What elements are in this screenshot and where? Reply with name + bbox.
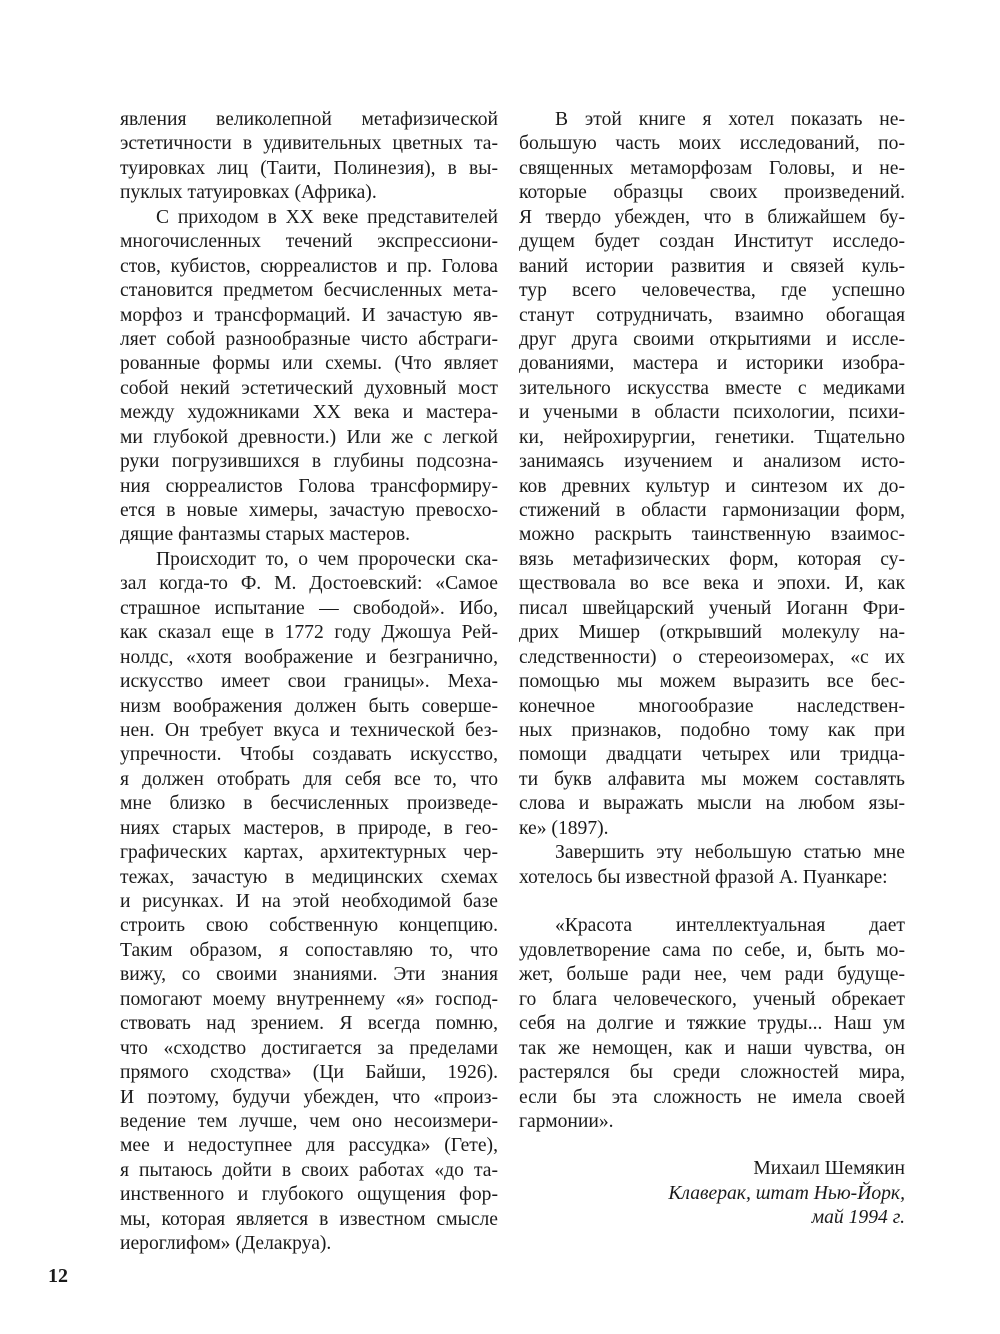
text-line: дящие фантазмы старых мастеров. (120, 524, 410, 546)
text-line: слова и выражать мысли на любом язы- (519, 793, 905, 815)
text-line: так же немощен, как и наши чувства, он (519, 1037, 905, 1059)
text-line: ществовала во все века и эпохи. И, как (519, 573, 905, 595)
paragraph (120, 548, 498, 1257)
text-line: страшное испытание — свободой». Ибо, (120, 597, 498, 619)
text-line: тежах, зачастую в медицинских схемах (120, 866, 498, 888)
text-line: ния сюрреалистов Голова трансформиру- (120, 475, 498, 497)
text-line: многочисленных течений экспрессиони- (120, 231, 498, 253)
text-line: ваний истории развития и связей куль- (519, 255, 905, 277)
text-line: становится предметом бесчисленных мета- (120, 280, 498, 302)
text-line: стижений в области гармонизации форм, (519, 500, 905, 521)
paragraph (519, 841, 905, 890)
text-line: И поэтому, будучи убежден, что «произ- (120, 1086, 498, 1108)
paragraph (519, 108, 905, 841)
text-line: гармонии». (519, 1110, 614, 1132)
text-line: эстетичности в удивительных цветных та- (120, 133, 498, 155)
text-line: я пытаюсь дойти в своих работах «до та- (120, 1159, 498, 1181)
text-line: как сказал еще в 1772 году Джошуа Рей- (120, 622, 498, 644)
page-number: 12 (48, 1265, 68, 1287)
text-line: удовлетворение сама по себе, и, быть мо- (519, 939, 905, 961)
signature-place: Клаверак, штат Нью-Йорк, (668, 1182, 905, 1204)
text-line: себя на долгие и тяжкие труды... Наш ум (519, 1013, 905, 1035)
text-line: искусство имеет свои границы». Меха- (120, 671, 498, 693)
text-line: станут сотрудничать, взаимно обогащая (519, 304, 905, 326)
text-line: помощью мы можем выразить все бес- (519, 671, 905, 693)
text-line: растерялся бы среди сложностей мира, (519, 1062, 905, 1084)
text-line: мы, которая является в известном смысле (120, 1208, 498, 1230)
paragraph (120, 206, 498, 548)
text-line: упречности. Чтобы создавать искусство, (120, 744, 498, 766)
text-line: нен. Он требует вкуса и технической без- (120, 719, 498, 741)
blank-line (519, 890, 905, 914)
left-column (120, 108, 498, 1257)
text-line: стов, кубистов, сюрреалистов и пр. Голова (120, 255, 498, 277)
text-line: Таким образом, я сопоставляю то, что (120, 939, 498, 961)
paragraph (519, 914, 905, 1134)
text-line: тур всего человечества, где успешно (519, 280, 905, 302)
signature-date: май 1994 г. (811, 1207, 905, 1228)
text-line: занимаясь изучением и анализом исто- (519, 451, 905, 473)
text-line: Происходит то, о чем пророчески ска- (156, 548, 498, 570)
text-line: го блага человеческого, ученый обрекает (519, 988, 905, 1010)
text-line: зительного искусства вместе с медиками (519, 377, 905, 399)
text-line: друг друга своими открытиями и иссле- (519, 328, 905, 350)
text-line: ствовать над зрением. Я всегда помню, (120, 1013, 498, 1035)
text-line: я должен отобрать для себя все то, что (120, 768, 498, 790)
text-line: ти букв алфавита мы можем составлять (519, 768, 905, 790)
text-line: если бы эта сложность не имела своей (519, 1086, 905, 1108)
text-line: мне близко в бесчисленных произведе- (120, 793, 498, 815)
signature-author: Михаил Шемякин (753, 1158, 905, 1179)
text-line: помощи двадцати четырех или тридца- (519, 744, 905, 766)
text-line: жет, больше ради нее, чем ради будуще- (519, 964, 905, 986)
text-line: следственности) о стереоизомерах, «с их (519, 646, 905, 668)
text-line: графических картах, архитектурных чер- (120, 842, 498, 864)
text-line: священных метаморфозам Головы, и не- (519, 157, 905, 179)
text-line: ков древних культур и синтезом их до- (519, 475, 905, 497)
text-line: Завершить эту небольшую статью мне (555, 842, 905, 864)
text-line: собой некий эстетический духовный мост (120, 377, 498, 399)
text-line: ется в новые химеры, зачастую превосхо- (120, 500, 498, 521)
right-column (519, 108, 905, 1134)
text-line: что «сходство достигается за пределами (120, 1037, 498, 1059)
text-line: туировках лиц (Таити, Полинезия), в вы- (120, 157, 498, 179)
text-line: иероглифом» (Делакруа). (120, 1233, 332, 1255)
text-line: рованные формы или схемы. (Что являет (120, 353, 498, 375)
text-line: ке» (1897). (519, 817, 609, 839)
text-line: нолдс, «хотя воображение и безгранично, (120, 646, 498, 668)
text-line: между художниками XX века и мастера- (120, 402, 498, 424)
text-line: зал когда-то Ф. М. Достоевский: «Самое (120, 573, 498, 595)
text-line: дущем будет создан Институт исследо- (519, 231, 905, 253)
signature-block (668, 1157, 905, 1231)
text-line: явления великолепной метафизической (120, 109, 498, 130)
text-line: которые образцы своих произведений. (519, 182, 905, 204)
text-line: дрих Мишер (открывший молекулу на- (519, 622, 905, 644)
text-line: ки, нейрохирургии, генетики. Тщательно (519, 426, 905, 448)
text-line: ляет собой разнообразные чисто абстраги- (120, 328, 498, 350)
text-line: и учеными в области психологии, психи- (519, 402, 905, 424)
text-line: большую часть моих исследований, по- (519, 133, 905, 155)
text-line: ведение тем лучше, чем оно несоизмери- (120, 1110, 498, 1132)
text-line: дованиями, мастера и историки изобра- (519, 353, 905, 375)
paragraph (120, 108, 498, 206)
text-line: строить свою собственную концепцию. (120, 915, 498, 937)
text-line: писал швейцарский ученый Иоганн Фри- (519, 597, 905, 619)
text-line: конечное многообразие наследствен- (519, 695, 905, 717)
text-line: низм воображения должен быть соверше- (120, 695, 498, 717)
text-line: инственного и глубокого ощущения фор- (120, 1184, 498, 1206)
text-line: и рисунках. И на этой необходимой базе (120, 891, 498, 912)
text-line: ми глубокой древности.) Или же с легкой (120, 426, 498, 448)
text-line: Я твердо убежден, что в ближайшем бу- (519, 206, 905, 228)
text-line: «Красота интеллектуальная дает (555, 915, 905, 937)
text-line: прямого сходства» (Ци Байши, 1926). (120, 1062, 498, 1084)
text-line: ных признаков, подобно тому как при (519, 719, 905, 741)
text-line: пуклых татуировках (Африка). (120, 182, 377, 204)
text-line: С приходом в XX веке представителей (156, 206, 498, 228)
text-line: вязь метафизических форм, которая су- (519, 548, 905, 570)
text-line: можно раскрыть таинственную взаимос- (519, 524, 905, 546)
text-line: хотелось бы известной фразой А. Пуанкаре: (519, 866, 888, 888)
text-line: мее и недоступнее для рассудка» (Гете), (120, 1135, 498, 1157)
text-line: помогают моему внутреннему «я» господ- (120, 988, 498, 1010)
text-line: ниях старых мастеров, в природе, в гео- (120, 817, 498, 839)
text-line: морфоз и трансформаций. И зачастую яв- (120, 304, 498, 326)
text-line: руки погрузившихся в глубины подсозна- (120, 451, 498, 473)
text-line: В этой книге я хотел показать не- (555, 109, 905, 130)
text-line: вижу, со своими знаниями. Эти знания (120, 964, 498, 986)
